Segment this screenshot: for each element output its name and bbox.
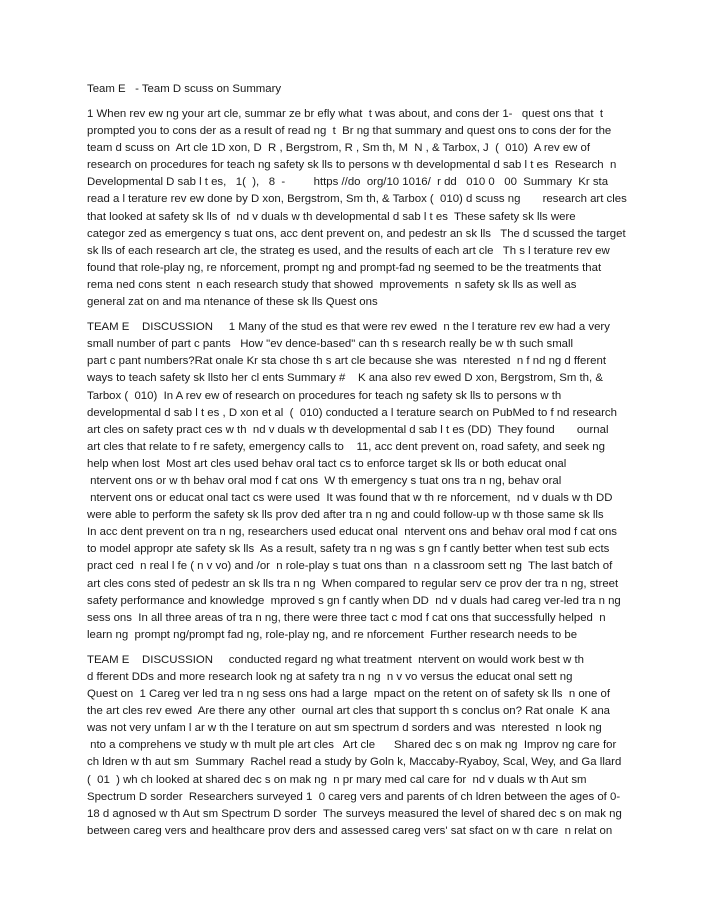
text-line: art cles cons sted of pedestr an sk lls tra n ng When compared to regular serv ce prov der tra n ng, street [87,577,619,590]
paragraph-2 [87,319,647,644]
text-line: sess ons In all three areas of tra n ng, there were three tact c mod f cat ons that successfully helped n [87,611,606,624]
text-line: Tarbox ( 010) In A rev ew of research on procedures for teach ng safety sk lls to persons w th [87,389,562,402]
text-line: TEAM E DISCUSSION 1 Many of the stud es that were rev ewed n the l terature rev ew had a very [87,321,610,334]
text-line: In acc dent prevent on tra n ng, researchers used educat onal ntervent ons and behav oral mod f cat ons [87,526,617,539]
text-line: art cles on safety pract ces w th nd v duals w th developmental d sab l t es (DD) They found ournal [87,423,609,436]
text-line: prompted you to cons der as a result of read ng t Br ng that summary and quest ons to cons der for the [87,125,612,138]
text-line: sk lls of each research art cle, the strateg es used, and the results of each art cle Th s l terature rev ew [87,244,610,257]
paragraph-3 [87,652,647,840]
text-line: safety performance and knowledge mproved s gn f cantly when DD nd v duals had careg ver-led tra n ng [87,594,621,607]
text-line: the art cles rev ewed Are there any other ournal art cles that support th s conclus on? Rat onale K ana [87,705,611,718]
text-line: that looked at safety sk lls of nd v duals w th developmental d sab l t es These safety sk lls were [87,210,576,223]
text-line: team d scuss on Art cle 1D xon, D R , Bergstrom, R , Sm th, M N , & Tarbox, J ( 010) A rev ew of [87,142,591,155]
text-line: found that role-play ng, re nforcement, prompt ng and prompt-fad ng seemed to be the treatments that [87,261,602,274]
text-line: ch ldren w th aut sm Summary Rachel read a study by Goln k, Maccaby-Ryaboy, Scal, Wey, and Ga llard [87,756,622,769]
text-line: learn ng prompt ng/prompt fad ng, role-play ng, and re nforcement Further research needs to be [87,628,578,641]
text-line: Quest on 1 Careg ver led tra n ng sess ons had a large mpact on the retent on of safety sk lls n one of [87,688,611,701]
text-line: ntervent ons or w th behav oral mod f cat ons W th emergency s tuat ons tra n ng, behav oral [87,474,562,487]
text-line: ( 01 ) wh ch looked at shared dec s on mak ng n pr mary med cal care for nd v duals w th Aut sm [87,773,587,786]
text-line: read a l terature rev ew done by D xon, Bergstrom, Sm th, & Tarbox ( 010) d scuss ng research art cles [87,193,627,206]
text-line: art cles that relate to f re safety, emergency calls to 11, acc dent prevent on, road safety, and seek ng [87,440,605,453]
text-line: research on procedures for teach ng safety sk lls to persons w th developmental d sab l t es Research n [87,159,617,172]
text-line: pract ced n real l fe ( n v vo) and /or n role-play s tuat ons than n a classroom sett ng The last batch of [87,560,613,573]
text-line: d fferent DDs and more research look ng at safety tra n ng n v vo versus the educat onal sett ng [87,671,573,683]
text-line: categor zed as emergency s tuat ons, acc dent prevent on, and pedestr an sk lls The d scussed the target [87,227,626,240]
paragraph-1 [87,106,647,311]
text-line: part c pant numbers?Rat onale Kr sta chose th s art cle because she was nterested n f nd ng d fferent [87,355,606,368]
text-line: to model appropr ate safety sk lls As a result, safety tra n ng was s gn f cantly better when test sub ects [87,543,610,556]
text-line: help when lost Most art cles used behav oral tact cs to enforce target sk lls or both educat onal [87,457,567,470]
text-line: Developmental D sab l t es, 1( ), 8 - https //do org/10 1016/ r dd 010 0 00 Summary Kr sta [87,176,609,189]
document-body [87,80,647,840]
text-line: TEAM E DISCUSSION conducted regard ng what treatment ntervent on would work best w th [87,653,584,666]
text-line: Spectrum D sorder Researchers surveyed 1 0 careg vers and parents of ch ldren between the ages of 0- [87,790,621,803]
text-line: general zat on and ma ntenance of these sk lls Quest ons [87,296,378,309]
text-line: was not very unfam l ar w th the l terature on aut sm spectrum d sorders and was nterested n look ng [87,722,602,735]
text-line: 1 When rev ew ng your art cle, summar ze br efly what t was about, and cons der 1- quest ons that t [87,108,603,120]
document-title: Team E - Team D scuss on Summary [87,83,282,95]
text-line: small number of part c pants How "ev dence-based" can th s research really be w th such small [87,338,574,351]
text-line: were able to perform the safety sk lls prov ded after tra n ng and could follow-up w th those same sk lls [87,509,604,522]
text-line: ntervent ons or educat onal tact cs were used It was found that w th re nforcement, nd v duals w th DD [87,492,613,505]
text-line: developmental d sab l t es , D xon et al ( 010) conducted a l terature search on PubMed to f nd research [87,406,617,419]
text-line: ways to teach safety sk llsto her cl ents Summary # K ana also rev ewed D xon, Bergstrom, Sm th, & [87,372,603,385]
text-line: 18 d agnosed w th Aut sm Spectrum D sorder The surveys measured the level of shared dec s on mak ng [87,807,622,820]
text-line: between careg vers and healthcare prov ders and assessed careg vers' sat sfact on w th care n relat on [87,824,613,837]
text-line: nto a comprehens ve study w th mult ple art cles Art cle Shared dec s on mak ng Improv ng care for [87,739,617,752]
text-line: rema ned cons stent n each research study that showed mprovements n safety sk lls as well as [87,278,577,291]
